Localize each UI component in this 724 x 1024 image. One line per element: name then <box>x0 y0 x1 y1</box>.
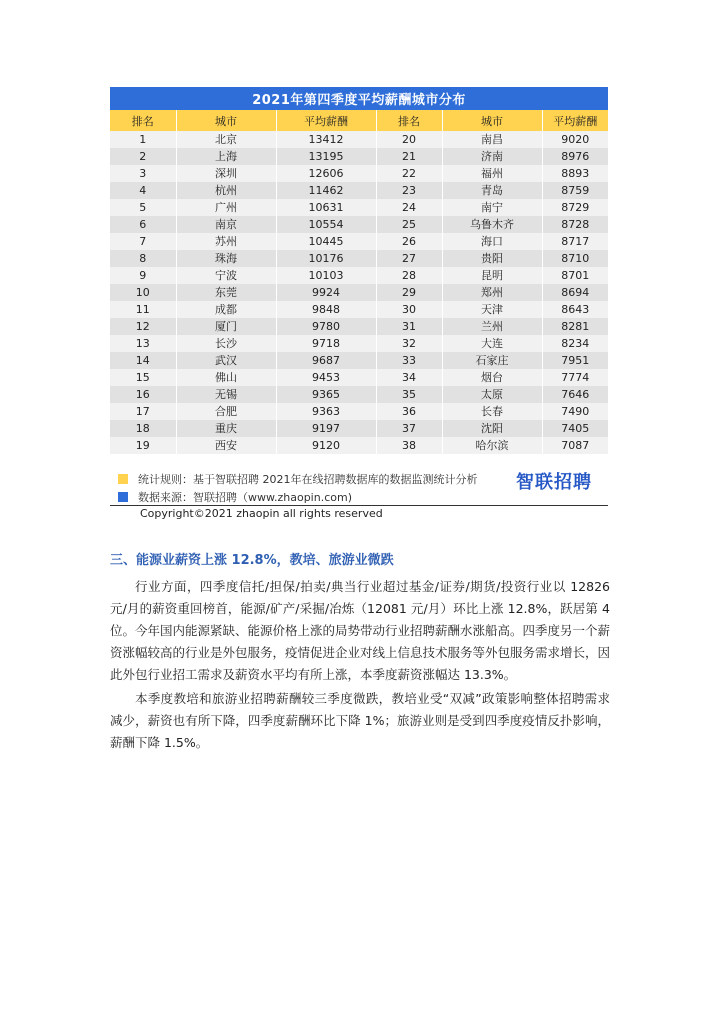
table-row <box>110 165 608 182</box>
table-body <box>110 131 608 454</box>
yellow-square-icon <box>118 474 128 484</box>
cell-salary-1: 9363 <box>276 403 376 420</box>
cell-city-1: 成都 <box>176 301 276 318</box>
cell-rank-2: 27 <box>376 250 442 267</box>
cell-salary-1: 10176 <box>276 250 376 267</box>
salary-table <box>110 87 608 454</box>
cell-salary-1: 10554 <box>276 216 376 233</box>
cell-city-2: 南昌 <box>442 131 542 148</box>
cell-city-1: 重庆 <box>176 420 276 437</box>
cell-rank-2: 31 <box>376 318 442 335</box>
cell-rank-2: 33 <box>376 352 442 369</box>
cell-salary-1: 12606 <box>276 165 376 182</box>
divider <box>110 505 608 506</box>
cell-rank-2: 24 <box>376 199 442 216</box>
cell-salary-2: 8694 <box>542 284 608 301</box>
cell-city-1: 南京 <box>176 216 276 233</box>
cell-city-1: 广州 <box>176 199 276 216</box>
note-source-text: 数据来源：智联招聘（www.zhaopin.com) <box>138 491 352 504</box>
cell-salary-2: 7490 <box>542 403 608 420</box>
cell-salary-2: 8643 <box>542 301 608 318</box>
header-salary-1: 平均薪酬 <box>276 110 376 131</box>
cell-city-2: 石家庄 <box>442 352 542 369</box>
header-city-2: 城市 <box>442 110 542 131</box>
cell-salary-2: 9020 <box>542 131 608 148</box>
cell-salary-2: 7646 <box>542 386 608 403</box>
cell-rank-1: 5 <box>110 199 176 216</box>
cell-rank-1: 4 <box>110 182 176 199</box>
cell-salary-2: 8281 <box>542 318 608 335</box>
cell-city-1: 长沙 <box>176 335 276 352</box>
table-title: 2021年第四季度平均薪酬城市分布 <box>110 87 608 110</box>
cell-rank-2: 29 <box>376 284 442 301</box>
cell-salary-2: 8759 <box>542 182 608 199</box>
cell-city-2: 郑州 <box>442 284 542 301</box>
section-title: 三、能源业薪资上涨 12.8%，教培、旅游业微跌 <box>110 553 394 568</box>
cell-salary-1: 9120 <box>276 437 376 454</box>
cell-rank-1: 1 <box>110 131 176 148</box>
cell-salary-1: 9453 <box>276 369 376 386</box>
cell-city-1: 深圳 <box>176 165 276 182</box>
cell-salary-1: 10103 <box>276 267 376 284</box>
cell-rank-2: 25 <box>376 216 442 233</box>
cell-rank-2: 28 <box>376 267 442 284</box>
cell-city-2: 乌鲁木齐 <box>442 216 542 233</box>
table-row <box>110 233 608 250</box>
cell-rank-2: 35 <box>376 386 442 403</box>
cell-city-1: 宁波 <box>176 267 276 284</box>
cell-city-1: 北京 <box>176 131 276 148</box>
table-row <box>110 148 608 165</box>
cell-city-2: 贵阳 <box>442 250 542 267</box>
cell-salary-2: 8728 <box>542 216 608 233</box>
cell-salary-1: 13195 <box>276 148 376 165</box>
cell-city-1: 珠海 <box>176 250 276 267</box>
cell-salary-1: 13412 <box>276 131 376 148</box>
cell-city-1: 杭州 <box>176 182 276 199</box>
cell-rank-1: 9 <box>110 267 176 284</box>
table-row <box>110 318 608 335</box>
cell-salary-1: 9365 <box>276 386 376 403</box>
cell-city-1: 合肥 <box>176 403 276 420</box>
cell-rank-1: 2 <box>110 148 176 165</box>
cell-city-1: 西安 <box>176 437 276 454</box>
cell-rank-1: 14 <box>110 352 176 369</box>
cell-city-1: 东莞 <box>176 284 276 301</box>
cell-salary-1: 10445 <box>276 233 376 250</box>
cell-rank-1: 7 <box>110 233 176 250</box>
cell-salary-2: 8717 <box>542 233 608 250</box>
cell-salary-2: 8976 <box>542 148 608 165</box>
cell-rank-2: 37 <box>376 420 442 437</box>
header-rank-2: 排名 <box>376 110 442 131</box>
table-row <box>110 352 608 369</box>
cell-salary-2: 8234 <box>542 335 608 352</box>
cell-rank-1: 8 <box>110 250 176 267</box>
cell-salary-1: 9924 <box>276 284 376 301</box>
header-salary-2: 平均薪酬 <box>542 110 608 131</box>
cell-salary-1: 11462 <box>276 182 376 199</box>
cell-salary-1: 9718 <box>276 335 376 352</box>
cell-rank-1: 16 <box>110 386 176 403</box>
cell-rank-1: 12 <box>110 318 176 335</box>
cell-city-2: 青岛 <box>442 182 542 199</box>
cell-salary-2: 8729 <box>542 199 608 216</box>
cell-rank-2: 22 <box>376 165 442 182</box>
cell-salary-1: 10631 <box>276 199 376 216</box>
table-row <box>110 199 608 216</box>
cell-rank-1: 6 <box>110 216 176 233</box>
cell-rank-2: 32 <box>376 335 442 352</box>
table-row <box>110 386 608 403</box>
header-city-1: 城市 <box>176 110 276 131</box>
table-row <box>110 267 608 284</box>
cell-rank-2: 34 <box>376 369 442 386</box>
cell-city-2: 兰州 <box>442 318 542 335</box>
table-row <box>110 369 608 386</box>
cell-rank-2: 26 <box>376 233 442 250</box>
cell-rank-1: 18 <box>110 420 176 437</box>
cell-salary-2: 7951 <box>542 352 608 369</box>
cell-rank-1: 11 <box>110 301 176 318</box>
table-row <box>110 420 608 437</box>
note-rule-text: 统计规则：基于智联招聘 2021年在线招聘数据库的数据监测统计分析 <box>138 473 478 486</box>
cell-city-2: 南宁 <box>442 199 542 216</box>
cell-city-2: 福州 <box>442 165 542 182</box>
cell-salary-2: 7774 <box>542 369 608 386</box>
paragraph-1: 行业方面，四季度信托/担保/拍卖/典当行业超过基金/证券/期货/投资行业以 12826 元/月的薪资重回榜首，能源/矿产/采掘/冶炼（12081 元/月）环比上涨 12.8%，跃居第 4 位。今年国内能源紧缺、能源价格上涨的局势带动行业招聘薪酬水涨船高。四季度另一个薪资涨幅较高的行业是外包服务，疫情促进企业对线上信息技术服务等外包服务需求增长，因此外包行业招工需求及薪资水平均有所上涨，本季度薪资涨幅达 13.3%。 <box>110 579 611 682</box>
cell-salary-1: 9687 <box>276 352 376 369</box>
table-row <box>110 403 608 420</box>
cell-city-1: 厦门 <box>176 318 276 335</box>
cell-salary-2: 8893 <box>542 165 608 182</box>
paragraph-2: 本季度教培和旅游业招聘薪酬较三季度微跌，教培业受“双减”政策影响整体招聘需求减少，薪资也有所下降，四季度薪酬环比下降 1%；旅游业则是受到四季度疫情反扑影响，薪酬下降 1.5%。 <box>110 691 610 750</box>
cell-city-2: 太原 <box>442 386 542 403</box>
cell-rank-2: 36 <box>376 403 442 420</box>
cell-city-2: 海口 <box>442 233 542 250</box>
cell-city-2: 长春 <box>442 403 542 420</box>
cell-city-1: 上海 <box>176 148 276 165</box>
cell-rank-1: 19 <box>110 437 176 454</box>
cell-city-2: 大连 <box>442 335 542 352</box>
table-row <box>110 131 608 148</box>
cell-city-2: 哈尔滨 <box>442 437 542 454</box>
cell-city-1: 无锡 <box>176 386 276 403</box>
copyright: Copyright©2021 zhaopin all rights reserved <box>140 507 383 520</box>
cell-rank-2: 21 <box>376 148 442 165</box>
cell-salary-2: 7405 <box>542 420 608 437</box>
cell-city-1: 佛山 <box>176 369 276 386</box>
table-row <box>110 437 608 454</box>
table-row <box>110 250 608 267</box>
cell-city-2: 沈阳 <box>442 420 542 437</box>
cell-salary-1: 9848 <box>276 301 376 318</box>
cell-salary-2: 8710 <box>542 250 608 267</box>
cell-rank-1: 15 <box>110 369 176 386</box>
cell-rank-2: 23 <box>376 182 442 199</box>
cell-rank-1: 10 <box>110 284 176 301</box>
cell-city-2: 济南 <box>442 148 542 165</box>
header-rank-1: 排名 <box>110 110 176 131</box>
cell-city-1: 武汉 <box>176 352 276 369</box>
table-row <box>110 284 608 301</box>
cell-rank-1: 17 <box>110 403 176 420</box>
table-row <box>110 301 608 318</box>
cell-rank-2: 20 <box>376 131 442 148</box>
zhaopin-logo: 智联招聘 <box>516 472 592 493</box>
cell-salary-1: 9780 <box>276 318 376 335</box>
cell-rank-1: 3 <box>110 165 176 182</box>
table-row <box>110 216 608 233</box>
cell-salary-1: 9197 <box>276 420 376 437</box>
cell-salary-2: 7087 <box>542 437 608 454</box>
cell-rank-1: 13 <box>110 335 176 352</box>
cell-salary-2: 8701 <box>542 267 608 284</box>
cell-city-2: 烟台 <box>442 369 542 386</box>
blue-square-icon <box>118 492 128 502</box>
cell-rank-2: 38 <box>376 437 442 454</box>
cell-city-2: 昆明 <box>442 267 542 284</box>
table-row <box>110 335 608 352</box>
cell-city-1: 苏州 <box>176 233 276 250</box>
cell-rank-2: 30 <box>376 301 442 318</box>
table-header-row <box>110 110 608 131</box>
cell-city-2: 天津 <box>442 301 542 318</box>
table-row <box>110 182 608 199</box>
